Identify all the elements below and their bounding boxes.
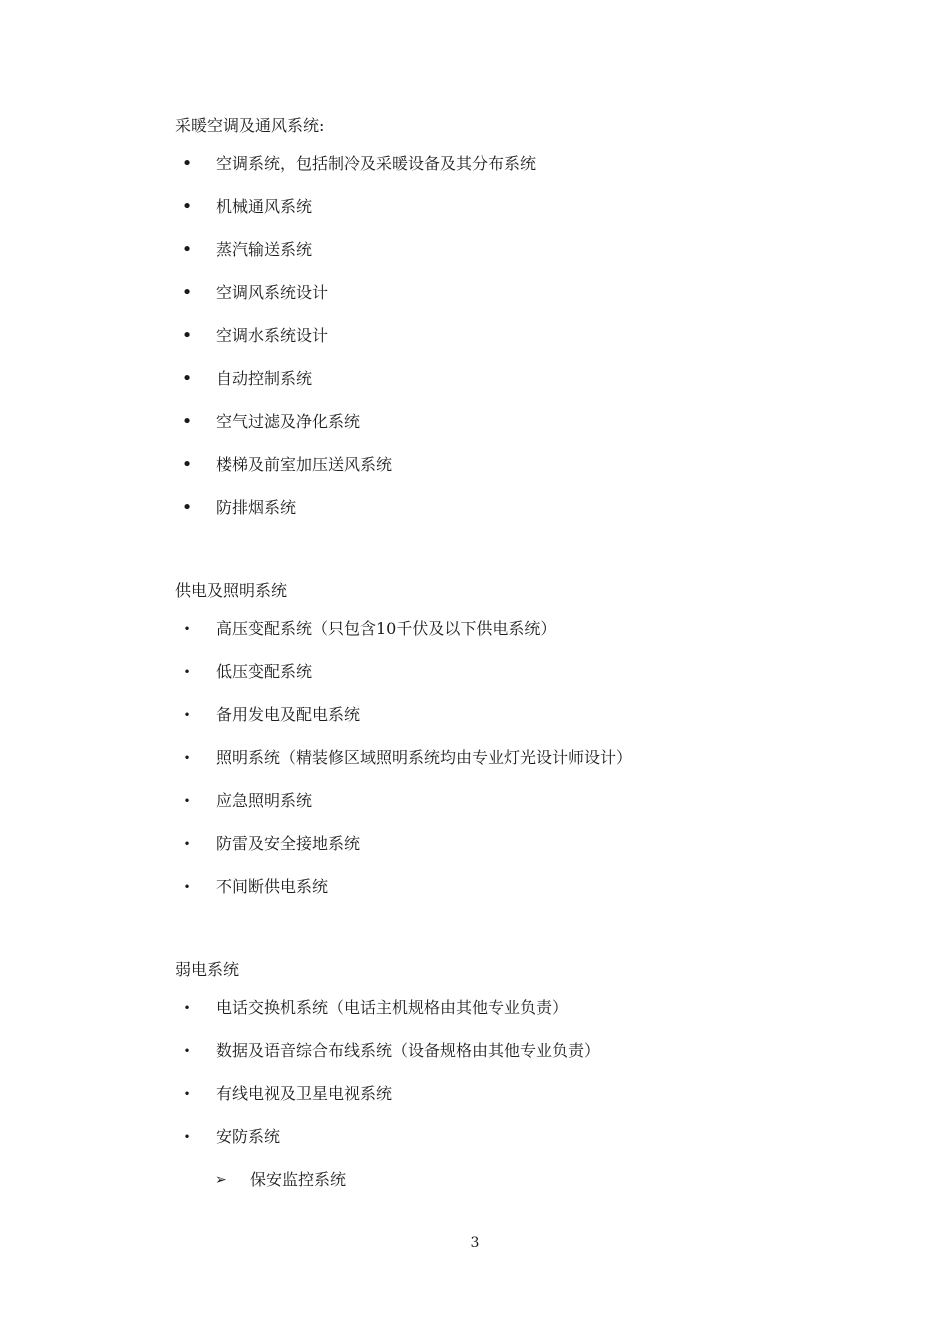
list-item-label: 不间断供电系统 [216,877,329,896]
bullet-icon: • [183,794,191,808]
list-item-label: 照明系统（精装修区域照明系统均由专业灯光设计师设计） [216,748,633,767]
page-number: 3 [470,1235,480,1251]
list-item-label: 自动控制系统 [216,369,313,388]
list-item-label: 机械通风系统 [216,197,313,216]
bullet-icon: • [183,622,191,636]
bullet-icon: • [183,1044,191,1058]
bullet-icon: • [183,708,191,722]
bullet-icon: • [181,196,193,217]
section-heading-hvac: 采暖空调及通风系统: [175,116,325,135]
bullet-icon: • [183,751,191,765]
bullet-icon: • [181,454,193,475]
list-item-label: 防排烟系统 [216,498,297,517]
list-item-label: 备用发电及配电系统 [216,705,361,724]
bullet-icon: • [181,411,193,432]
bullet-icon: • [183,1001,191,1015]
section-heading-power-lighting: 供电及照明系统 [175,581,288,600]
sub-list-item-label: 保安监控系统 [250,1170,347,1189]
bullet-icon: • [183,880,191,894]
list-item-label: 高压变配系统（只包含10千伏及以下供电系统） [216,619,557,638]
list-item-label: 安防系统 [216,1127,281,1146]
list-item-label: 有线电视及卫星电视系统 [216,1084,393,1103]
bullet-icon: • [181,282,193,303]
bullet-icon: • [181,325,193,346]
bullet-icon: • [181,497,193,518]
bullet-icon: • [183,1087,191,1101]
list-item-label: 低压变配系统 [216,662,313,681]
section-heading-low-voltage: 弱电系统 [175,960,240,979]
bullet-icon: • [181,153,193,174]
bullet-icon: • [183,1130,191,1144]
list-item-label: 空气过滤及净化系统 [216,412,361,431]
bullet-icon: • [181,368,193,389]
bullet-icon: • [183,665,191,679]
bullet-icon: • [183,837,191,851]
list-item-label: 楼梯及前室加压送风系统 [216,455,393,474]
list-item-label: 空调系统，包括制冷及采暖设备及其分布系统 [216,154,537,173]
arrow-bullet-icon: ➢ [215,1172,227,1188]
bullet-icon: • [181,239,193,260]
list-item-label: 空调水系统设计 [216,326,329,345]
list-item-label: 防雷及安全接地系统 [216,834,361,853]
list-item-label: 蒸汽输送系统 [216,240,313,259]
list-item-label: 数据及语音综合布线系统（设备规格由其他专业负责） [216,1041,601,1060]
list-item-label: 空调风系统设计 [216,283,329,302]
list-item-label: 电话交换机系统（电话主机规格由其他专业负责） [216,998,569,1017]
list-item-label: 应急照明系统 [216,791,313,810]
